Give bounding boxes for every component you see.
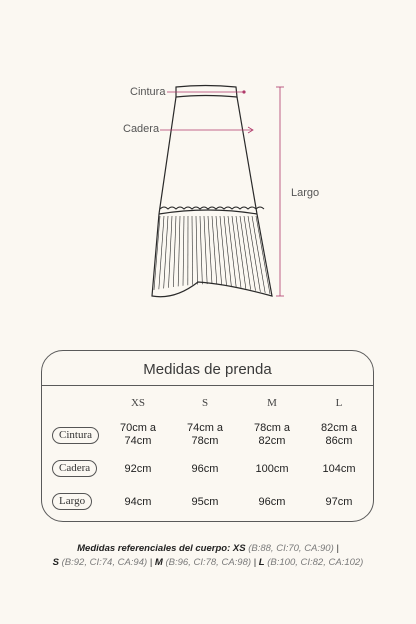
row-label-hip: Cadera xyxy=(52,460,97,477)
note-detail-s: (B:92, CI:74, CA:94) xyxy=(58,557,148,568)
table-cell: 94cm xyxy=(124,496,152,508)
skirt-body xyxy=(159,97,257,214)
note-separator: | xyxy=(147,557,155,568)
note-separator: | xyxy=(251,557,259,568)
pleat-line xyxy=(196,216,198,284)
waist-leader-dot xyxy=(242,90,245,93)
note-separator: | xyxy=(333,543,339,554)
note-detail-l: (B:100, CI:82, CA:102) xyxy=(264,557,364,568)
table-cell: 78cm a 82cm xyxy=(253,422,291,447)
table-cell: 97cm xyxy=(325,496,353,508)
table-cell: 95cm xyxy=(191,496,219,508)
size-header-s: S xyxy=(201,397,209,409)
skirt-ruffle-seam xyxy=(159,210,257,214)
table-cell: 74cm a 78cm xyxy=(186,422,224,447)
table-cell: 70cm a 74cm xyxy=(119,422,157,447)
pleat-line xyxy=(204,216,207,284)
pleat-line xyxy=(212,216,217,284)
body-measurements-note xyxy=(40,542,376,570)
length-label: Largo xyxy=(291,187,320,199)
table-title: Medidas de prenda xyxy=(143,361,272,378)
waist-label: Cintura xyxy=(130,86,166,98)
pleat-line xyxy=(192,216,193,285)
table-cell: 82cm a 86cm xyxy=(320,422,358,447)
note-size-m: M xyxy=(154,557,163,568)
note-size-s: S xyxy=(52,557,59,568)
size-header-m: M xyxy=(267,397,277,409)
pleat-line xyxy=(173,216,176,287)
pleat-line xyxy=(240,216,251,290)
note-detail-m: (B:96, CI:78, CA:98) xyxy=(162,557,252,568)
size-table-card xyxy=(41,350,374,522)
table-divider xyxy=(42,385,373,386)
row-label-length: Largo xyxy=(52,493,92,510)
pleat-line xyxy=(208,216,212,284)
pleat-line xyxy=(224,216,231,286)
pleat-line xyxy=(169,216,173,288)
table-cell: 92cm xyxy=(124,463,152,475)
pleat-line xyxy=(183,216,184,286)
row-label-waist: Cintura xyxy=(52,427,99,444)
note-size-l: L xyxy=(258,557,265,568)
table-cell: 104cm xyxy=(322,463,356,475)
note-size-xs: XS xyxy=(232,543,246,554)
pleat-line xyxy=(232,216,241,288)
size-header-xs: XS xyxy=(130,397,146,409)
pleat-line xyxy=(159,216,164,289)
pleat-line xyxy=(178,216,180,286)
pleat-line xyxy=(164,216,168,288)
note-detail-xs: (B:88, CI:70, CA:90) xyxy=(245,543,334,554)
pleat-line xyxy=(200,216,202,284)
table-cell: 96cm xyxy=(258,496,286,508)
note-intro: Medidas referenciales del cuerpo: xyxy=(77,543,233,554)
pleat-line xyxy=(236,216,246,289)
table-cell: 96cm xyxy=(191,463,219,475)
skirt-waistband xyxy=(176,86,237,98)
pleat-line xyxy=(228,216,236,287)
pleat-line xyxy=(256,216,270,294)
size-header-l: L xyxy=(335,397,343,409)
hip-label: Cadera xyxy=(123,123,160,135)
table-cell: 100cm xyxy=(255,463,289,475)
pleat-line xyxy=(154,216,160,290)
